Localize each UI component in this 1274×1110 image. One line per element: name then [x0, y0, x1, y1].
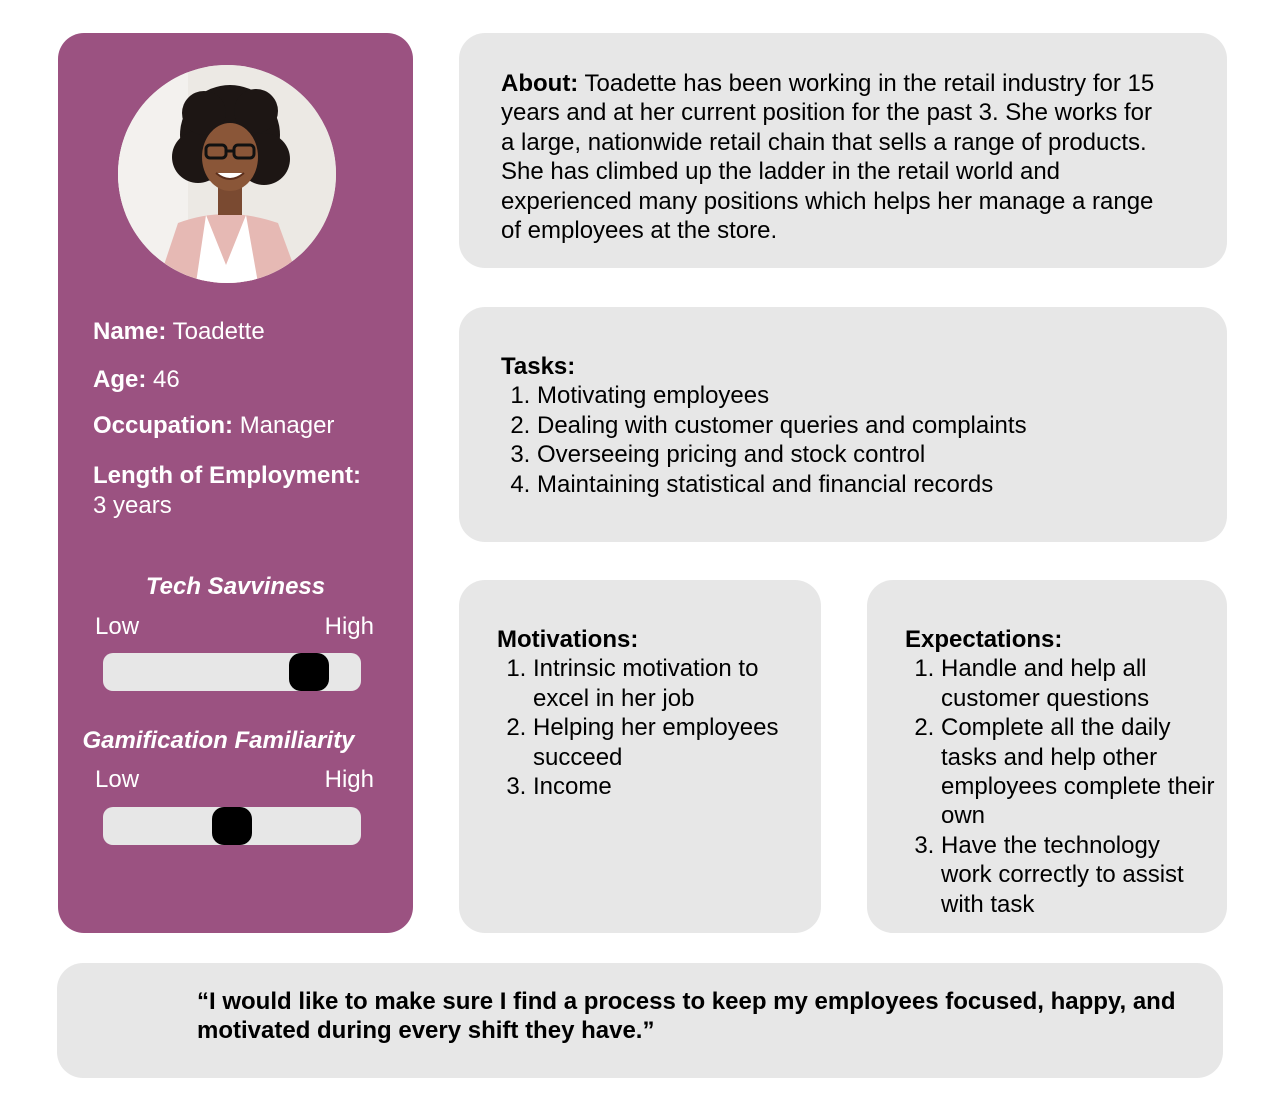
- gamification-familiarity-knob: [212, 807, 252, 845]
- about-label: About:: [501, 70, 579, 97]
- gamification-familiarity-track: [103, 807, 361, 845]
- list-item: 3. Income: [533, 772, 797, 801]
- tasks-content: [501, 352, 1201, 499]
- list-item: 3. Overseeing pricing and stock control: [537, 440, 1201, 469]
- age-field: [93, 365, 180, 395]
- age-value: 46: [153, 366, 180, 393]
- list-item: 1. Handle and help all customer questions: [941, 654, 1215, 713]
- motivations-card: [459, 580, 821, 933]
- tech-savviness-low: Low: [95, 613, 140, 640]
- list-item: 2. Helping her employees succeed: [533, 713, 797, 772]
- tasks-card: [459, 307, 1227, 542]
- name-value: Toadette: [172, 318, 265, 345]
- about-card: [459, 33, 1227, 268]
- list-item: 4. Maintaining statistical and financial records: [537, 470, 1201, 499]
- occupation-label: Occupation:: [93, 412, 234, 439]
- gamification-familiarity-high: High: [324, 766, 374, 793]
- tech-savviness-track: [103, 653, 361, 691]
- avatar-photo: [118, 65, 336, 283]
- age-label: Age:: [93, 366, 147, 393]
- tech-savviness-knob: [289, 653, 329, 691]
- employment-value: 3 years: [93, 492, 172, 519]
- gamification-familiarity-title: Gamification Familiarity: [82, 727, 355, 754]
- occupation-field: [93, 411, 334, 441]
- list-item: 3. Have the technology work correctly to assist with task: [941, 831, 1215, 919]
- motivations-list: [497, 654, 797, 801]
- list-item: 2. Complete all the daily tasks and help other employees complete their own: [941, 713, 1215, 831]
- tech-savviness-high: High: [324, 613, 374, 640]
- gamification-familiarity-low: Low: [95, 766, 140, 793]
- employment-field: [93, 461, 361, 521]
- name-label: Name:: [93, 318, 167, 345]
- motivations-heading: Motivations:: [497, 626, 639, 653]
- employment-label: Length of Employment:: [93, 462, 361, 489]
- about-text: [501, 69, 1161, 245]
- quote-card: [57, 963, 1223, 1078]
- list-item: 1. Motivating employees: [537, 381, 1201, 410]
- motivations-content: [497, 625, 797, 801]
- tech-savviness-title: Tech Savviness: [145, 573, 326, 600]
- list-item: 2. Dealing with customer queries and complaints: [537, 411, 1201, 440]
- expectations-content: [905, 625, 1215, 919]
- tasks-list: [501, 381, 1201, 499]
- tasks-heading: Tasks:: [501, 353, 576, 380]
- list-item: 1. Intrinsic motivation to excel in her job: [533, 654, 797, 713]
- profile-panel: [58, 33, 413, 933]
- about-body: Toadette has been working in the retail industry for 15 years and at her current position for the past 3. She works for a large, nationwide retail chain that sells a range of products. She has climbed up the ladder in the retail world and experienced many positions which helps her manage a range of employees at the store.: [501, 70, 1155, 245]
- occupation-value: Manager: [239, 412, 335, 439]
- avatar: [118, 65, 336, 283]
- name-field: [93, 317, 265, 347]
- expectations-list: [905, 654, 1215, 919]
- quote-text: “I would like to make sure I find a process to keep my employees focused, happy, and motivated during every shift they have.”: [197, 988, 1176, 1045]
- expectations-card: [867, 580, 1227, 933]
- expectations-heading: Expectations:: [905, 626, 1063, 653]
